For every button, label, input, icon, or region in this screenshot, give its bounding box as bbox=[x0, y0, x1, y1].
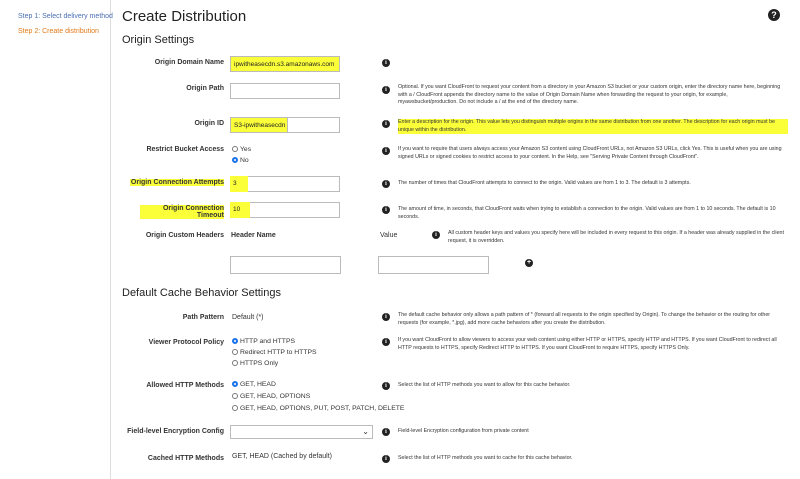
origin-id-input[interactable]: S3-ipwitheasecdn bbox=[230, 117, 340, 133]
connection-timeout-help: The amount of time, in seconds, that CloudFront waits when trying to establish a connection to the origin. Valid values are from 1 to 10 seconds. The default is 10 seconds. bbox=[398, 206, 776, 220]
restrict-bucket-help: If you want to require that users always access your Amazon S3 content using CloudFront URLs, not Amazon S3 URLs, click Yes. This is useful when you are using signed URLs or signed cookies to restrict access to your content. In the Help, see "Serving Private Content through CloudFront". bbox=[398, 146, 782, 160]
viewer-protocol-redirect-radio[interactable]: Redirect HTTP to HTTPS bbox=[232, 348, 317, 357]
radio-icon bbox=[232, 381, 238, 387]
origin-id-label: Origin ID bbox=[194, 120, 224, 127]
allowed-methods-all-radio[interactable]: GET, HEAD, OPTIONS, PUT, POST, PATCH, DELETE bbox=[232, 404, 404, 413]
field-encryption-help: Field-level Encryption configuration from private content bbox=[398, 428, 529, 434]
sidebar bbox=[0, 0, 111, 479]
origin-domain-label: Origin Domain Name bbox=[154, 59, 224, 66]
origin-path-label: Origin Path bbox=[186, 85, 224, 92]
header-value-input[interactable] bbox=[378, 256, 489, 274]
restrict-bucket-no-radio[interactable]: No bbox=[232, 156, 249, 165]
connection-timeout-label: Origin Connection Timeout bbox=[140, 205, 224, 219]
info-icon[interactable]: i bbox=[382, 147, 390, 155]
info-icon[interactable]: i bbox=[382, 206, 390, 214]
connection-attempts-help: The number of times that CloudFront attempts to connect to the origin. Valid values are from 1 to 3. The default is 3 attempts. bbox=[398, 180, 691, 186]
viewer-protocol-help: If you want CloudFront to allow viewers to access your web content using either HTTP or HTTPS, specify HTTP and HTTPS. If you want CloudFront to redirect all HTTP requests to HTTPS, specify Redirect HTTP to HTTPS. If you want CloudFront to require HTTPS, specify HTTPS Only. bbox=[398, 337, 777, 351]
cached-methods-help: Select the list of HTTP methods you want to cache for this cache behavior. bbox=[398, 455, 573, 461]
allowed-methods-help: Select the list of HTTP methods you want to allow for this cache behavior. bbox=[398, 382, 571, 388]
step-2-current: Step 2: Create distribution bbox=[18, 28, 99, 35]
custom-headers-label: Origin Custom Headers bbox=[145, 232, 224, 239]
info-icon[interactable]: i bbox=[382, 180, 390, 188]
help-icon[interactable]: ? bbox=[768, 9, 780, 21]
radio-icon bbox=[232, 405, 238, 411]
cache-settings-heading: Default Cache Behavior Settings bbox=[122, 287, 281, 299]
info-icon[interactable]: i bbox=[382, 455, 390, 463]
info-icon[interactable]: i bbox=[382, 120, 390, 128]
info-icon[interactable]: i bbox=[382, 86, 390, 94]
cached-methods-value: GET, HEAD (Cached by default) bbox=[232, 453, 332, 460]
step-1-link[interactable]: Step 1: Select delivery method bbox=[18, 13, 113, 20]
restrict-bucket-label: Restrict Bucket Access bbox=[146, 146, 224, 153]
viewer-protocol-label: Viewer Protocol Policy bbox=[148, 339, 224, 346]
page-title: Create Distribution bbox=[122, 8, 247, 25]
cached-methods-label: Cached HTTP Methods bbox=[147, 455, 224, 462]
field-encryption-label: Field-level Encryption Config bbox=[127, 428, 224, 435]
radio-icon bbox=[232, 393, 238, 399]
origin-id-help: Enter a description for the origin. This value lets you distinguish multiple origins in the same distribution from one another. The description for each origin must be unique within the distribution. bbox=[398, 119, 788, 134]
radio-icon bbox=[232, 360, 238, 366]
value-column: Value bbox=[380, 232, 398, 239]
allowed-methods-get-head-radio[interactable]: GET, HEAD bbox=[232, 380, 276, 389]
origin-domain-input[interactable]: ipwitheasecdn.s3.amazonaws.com bbox=[230, 56, 340, 72]
restrict-bucket-yes-radio[interactable]: Yes bbox=[232, 145, 251, 154]
connection-timeout-value: 10 bbox=[230, 202, 250, 218]
add-header-icon[interactable]: + bbox=[526, 259, 532, 266]
info-icon[interactable]: i bbox=[382, 313, 390, 321]
connection-attempts-label: Origin Connection Attempts bbox=[130, 179, 224, 186]
allowed-methods-label: Allowed HTTP Methods bbox=[146, 382, 224, 389]
path-pattern-value: Default (*) bbox=[232, 314, 264, 321]
info-icon[interactable]: i bbox=[382, 59, 390, 67]
header-name-column: Header Name bbox=[231, 232, 276, 239]
viewer-protocol-http-https-radio[interactable]: HTTP and HTTPS bbox=[232, 337, 295, 346]
custom-headers-help: All custom header keys and values you specify here will be included in every request to this origin. If a header was already supplied in the client request, it is overridden. bbox=[448, 230, 784, 244]
path-pattern-help: The default cache behavior only allows a path pattern of * (forward all requests to the origin specified by Origin). To change the behavior or the routing for other requests (for example, *.jpg), add more cache behaviors after you create the distribution. bbox=[398, 312, 771, 326]
info-icon[interactable]: i bbox=[382, 382, 390, 390]
info-icon[interactable]: i bbox=[382, 338, 390, 346]
header-name-input[interactable] bbox=[230, 256, 341, 274]
origin-settings-heading: Origin Settings bbox=[122, 34, 195, 46]
radio-icon bbox=[232, 338, 238, 344]
info-icon[interactable]: i bbox=[382, 428, 390, 436]
radio-icon bbox=[232, 349, 238, 355]
allowed-methods-get-head-options-radio[interactable]: GET, HEAD, OPTIONS bbox=[232, 392, 310, 401]
info-icon[interactable]: i bbox=[432, 231, 440, 239]
radio-icon bbox=[232, 157, 238, 163]
viewer-protocol-https-only-radio[interactable]: HTTPS Only bbox=[232, 359, 278, 368]
path-pattern-label: Path Pattern bbox=[182, 314, 224, 321]
origin-path-help: Optional. If you want CloudFront to request your content from a directory in your Amazon S3 bucket or your custom origin, enter the directory name here, beginning with a / CloudFront appends the directory name to the value of Origin Domain Name when forwarding the request to your origin, for example, myawsbucket/production. Do not include a / at the end of the directory name. bbox=[398, 84, 781, 105]
field-encryption-select[interactable] bbox=[230, 425, 373, 439]
radio-icon bbox=[232, 146, 238, 152]
origin-path-input[interactable] bbox=[230, 83, 340, 99]
chevron-down-icon: ⌄ bbox=[362, 427, 369, 436]
connection-attempts-value: 3 bbox=[230, 176, 248, 192]
